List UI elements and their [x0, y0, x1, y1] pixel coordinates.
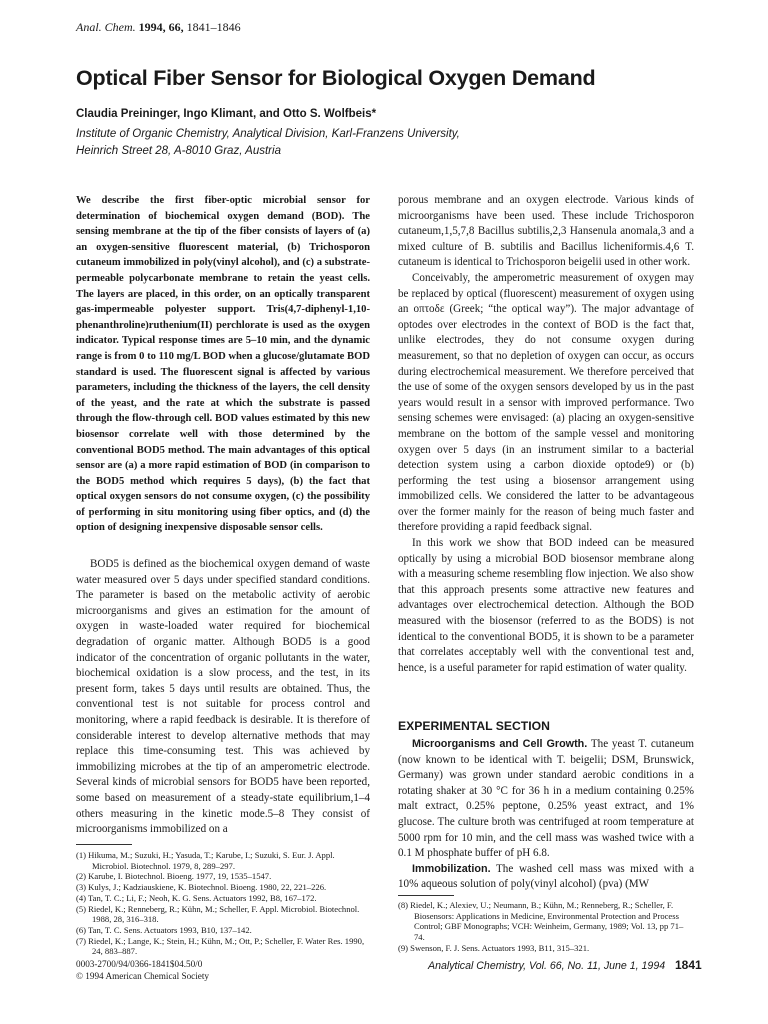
reference-item: (3) Kulys, J.; Kadziauskiene, K. Biotechnol. Bioeng. 1980, 22, 221–226. — [76, 882, 327, 893]
reference-item: (4) Tan, T. C.; Li, F.; Neoh, K. G. Sens. Actuators 1992, B8, 167–172. — [76, 892, 317, 903]
affiliation-line: Institute of Organic Chemistry, Analytical Division, Karl-Franzens University, — [76, 128, 460, 140]
section-heading: EXPERIMENTAL SECTION — [398, 719, 550, 733]
body-paragraph: BOD5 is defined as the biochemical oxygen demand of waste water measured over 5 days under specified standard conditions. The parameter is based on the metabolic activity of aerobic microorganisms and gives an estimation for the amount of oxygen in waste-loaded water required for biochemical degradation of organic matter. Although BOD5 is a good indicator of the concentration of organic pollutants in the water, biochemical oxidation is a slow process, and the test, in its present form, takes 5 days until results are obtained. Thus, the conventional test is not suitable for process control and monitoring, where a rapid feedback is desirable. It is therefore of considerable interest to develop alternative methods that may replace this time-consuming test. This was achieved by immobilizing microbes at the tip of an amperometric electrode. Several kinds of microbial sensors for BOD5 have been reported, some based on measurement of a steady-state equilibrium,1–4 others measuring in the kinetic mode.5–8 They consist of microorganisms immobilized on a — [76, 558, 370, 836]
abstract — [76, 193, 370, 536]
abstract-text: We describe the first fiber-optic microbial sensor for determination of biochemical oxygen demand (BOD). The sensing membrane at the tip of the fiber consists of layers of (a) an oxygen-sensitive fluorescent material, (b) Trichosporon cutaneum immobilized in poly(vinyl alcohol), and (c) a substrate-permeable polycarbonate membrane to retain the yeast cells. The layers are placed, in this order, on an optically transparent gas-impermeable polyester support. Tris(4,7-diphenyl-1,10-phenanthroline)ruthenium(II) perchlorate is used as the oxygen indicator. Typical response times are 5–10 min, and the dynamic range is from 0 to 110 mg/L BOD when a glucose/glutamate BOD standard is used. The fluorescent signal is affected by various parameters, including the thickness of the layers, the cell density of the yeast, and the rate at which the substrate is passed through the flow-through cell. BOD values estimated by this new biosensor correlate well with those determined by the conventional BOD5 method. The main advantages of this optical sensor are (a) a more rapid estimation of BOD (in comparison to the BOD5 method which requires 5 days), (b) the fact that optical oxygen sensors do not consume oxygen, (c) the possibility of performing in situ monitoring using fiber optics, and (d) the option of designing inexpensive disposable sensor cells. — [76, 195, 370, 534]
footnote-rule — [76, 844, 132, 845]
affiliation-line: Heinrich Street 28, A-8010 Graz, Austria — [76, 145, 281, 157]
reference-item: (6) Tan, T. C. Sens. Actuators 1993, B10, 137–142. — [76, 924, 252, 935]
body-paragraph: Conceivably, the amperometric measurement of oxygen may be replaced by optical (fluorescent) measurement of oxygen using an οπτοδε (Greek; “the optical way”). The major advantage of optodes over electrodes in the context of BOD is the fact that, unlike electrodes, they do not consume oxygen during measurement, so that no depletion of oxygen can occur, as occurs during electrochemical measurement. We therefore perceived that the use of some of the oxygen sensors developed by us in the past years would result in a sensor with improved performance. Two sensing schemes were envisaged: (a) placing an oxygen-sensitive membrane on the bottom of the sample vessel and monitoring oxygen over 5 days (in an instrument similar to a bacterial detection system using a carbon dioxide optode9) or (b) performing the test using a biosensor arrangement using immobilized cells. We considered the latter to be advantageous over the former mainly for the reason of being much faster and therefore providing a rapid feedback signal. — [398, 271, 694, 534]
reference-list-left — [76, 850, 370, 957]
page-number: 1841 — [675, 958, 702, 972]
journal-name: Anal. Chem. — [76, 20, 136, 34]
reference-list-right — [398, 900, 694, 954]
subsection-heading: Immobilization. — [412, 862, 491, 875]
reference-item: (5) Riedel, K.; Renneberg, R.; Kühn, M.; Scheller, F. Appl. Microbiol. Biotechnol. 1988, 28, 316–318. — [76, 903, 360, 925]
journal-citation — [76, 20, 241, 35]
footnote-rule — [398, 895, 454, 896]
reference-item: (9) Swenson, F. J. Sens. Actuators 1993, B11, 315–321. — [398, 942, 590, 953]
subsection-text: The washed cell mass was mixed with a 10% aqueous solution of poly(vinyl alcohol) (pva) (MW — [398, 862, 694, 891]
paper-title: Optical Fiber Sensor for Biological Oxygen Demand — [76, 66, 596, 90]
footer-left — [76, 958, 209, 982]
subsection-text: The yeast T. cutaneum (now known to be identical with T. beigelii; DSM, Brunswick, Germany) was grown under standard aerobic conditions in a rotating shaker at 30 °C for 36 h in a medium containing 0.25% malt extract, 0.25% peptone, 0.25% yeast extract, and 1% glucose. The culture broth was centrifuged at room temperature at 5000 rpm for 10 min, and the cell mass was washed twice with a 0.1 M phosphate buffer of pH 6.8. — [398, 738, 694, 860]
intro-column-right — [398, 193, 694, 676]
body-paragraph — [398, 862, 694, 893]
journal-issue-line: Analytical Chemistry, Vol. 66, No. 11, June 1, 1994 — [428, 960, 666, 972]
experimental-section — [398, 737, 694, 893]
copyright-notice: © 1994 American Chemical Society — [76, 971, 210, 981]
subsection-heading: Microorganisms and Cell Growth. — [412, 738, 588, 750]
body-paragraph: porous membrane and an oxygen electrode. Various kinds of microorganisms have been used. These include Trichosporon cutaneum,1,5,7,8 Bacillus subtilis,2,3 Hansenula anomala,3 and a mixed culture of B. subtilis and Bacillus licheniformis.4,6 T. cutaneum is identical to Trichosporon beigelii used in other work. — [398, 194, 694, 269]
body-paragraph — [398, 737, 694, 862]
journal-pages: 1841–1846 — [186, 20, 241, 34]
reference-item: (1) Hikuma, M.; Suzuki, H.; Yasuda, T.; Karube, I.; Suzuki, S. Eur. J. Appl. Microbiol. Biotechnol. 1979, 8, 289–297. — [76, 850, 335, 871]
body-paragraph: In this work we show that BOD indeed can be measured optically by using a microbial BOD biosensor membrane along with a measuring scheme resembling flow injection. We also show that this approach presents some attractive new features and advantages over electrochemical detection. Although the BOD measured with the biosensor (referred to as the BODS) is not identical to the conventional BOD5, it is shown to be a parameter that correlates acceptably well with the conventional test and, hence, is a useful parameter for rapid estimation of water quality. — [398, 537, 694, 674]
reference-item: (7) Riedel, K.; Lange, K.; Stein, H.; Kühn, M.; Ott, P.; Scheller, F. Water Res. 1990, 24, 883–887. — [76, 935, 365, 957]
affiliation — [76, 126, 636, 160]
reference-item: (8) Riedel, K.; Alexiev, U.; Neumann, B.; Kühn, M.; Renneberg, R.; Scheller, F. Biosensors: Applications in Medicine, Environmental Protection and Process Control; GBF Monographs; VCH: Weinheim, Germany, 1989; Vol. 13, pp 71–74. — [398, 900, 684, 943]
reference-item: (2) Karube, I. Biotechnol. Bioeng. 1977, 19, 1535–1547. — [76, 871, 272, 882]
journal-year-volume: 1994, 66, — [138, 20, 184, 34]
journal-code: 0003-2700/94/0366-1841$04.50/0 — [76, 959, 203, 969]
intro-column-left — [76, 557, 370, 838]
author-list: Claudia Preininger, Ingo Klimant, and Otto S. Wolfbeis* — [76, 108, 377, 120]
